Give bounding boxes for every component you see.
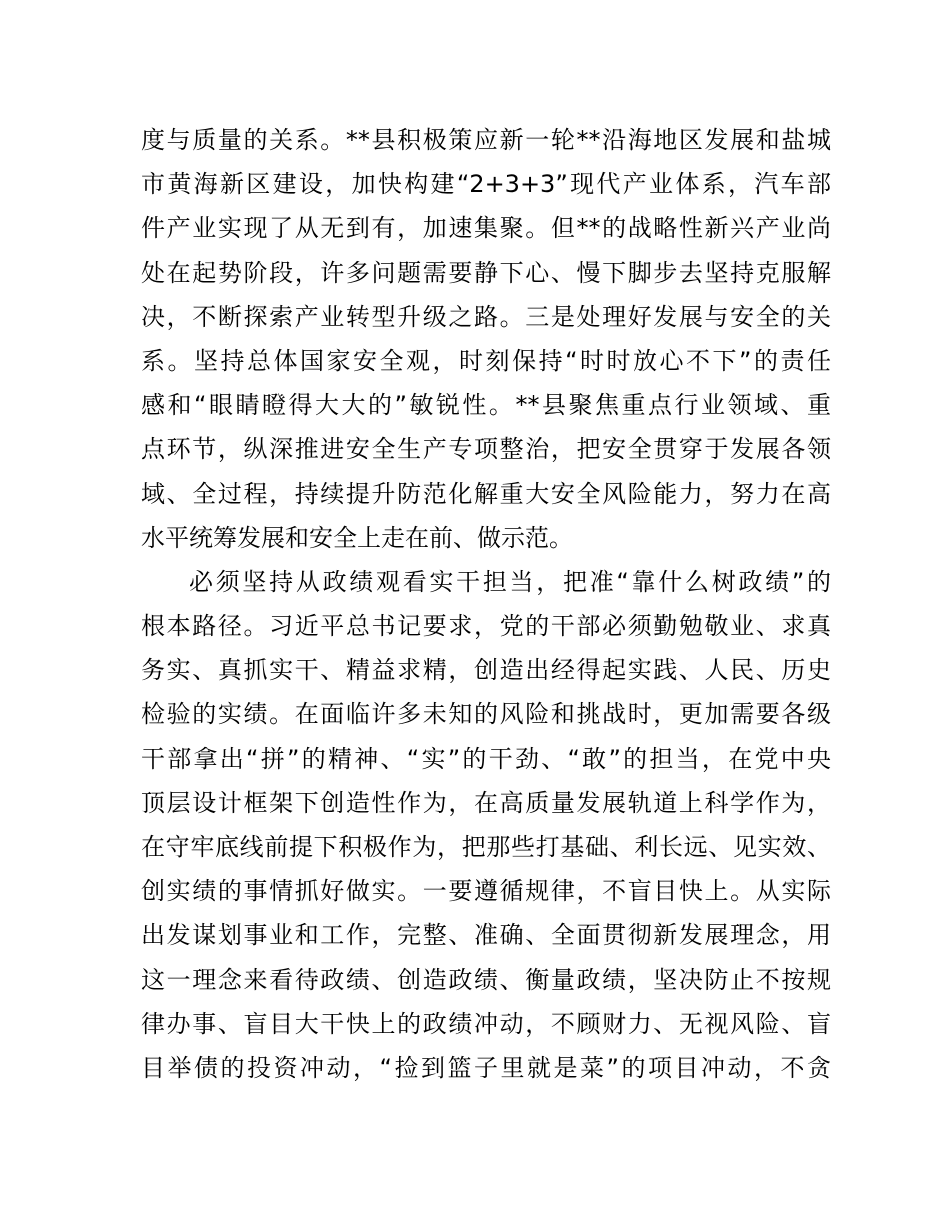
text-line: 创实绩的事情抓好做实。一要遵循规律，不盲目快上。从实际 [141, 877, 831, 906]
text-line: 目举债的投资冲动，“捡到篮子里就是菜”的项目冲动，不贪 [141, 1053, 831, 1082]
document-body [141, 118, 831, 1090]
text-line: 在守牢底线前提下积极作为，把那些打基础、利长远、见实效、 [141, 833, 831, 861]
text-line: 根本路径。习近平总书记要求，党的干部必须勤勉敬业、求真 [141, 612, 831, 641]
text-line-last: 水平统筹发展和安全上走在前、做示范。 [141, 523, 573, 552]
text-line: 市黄海新区建设，加快构建“2+3+3”现代产业体系，汽车部 [141, 170, 831, 199]
paragraph-2 [141, 560, 831, 1090]
text-line: 点环节，纵深推进安全生产专项整治，把安全贯穿于发展各领 [141, 435, 831, 464]
text-line: 检验的实绩。在面临许多未知的风险和挑战时，更加需要各级 [141, 700, 831, 729]
text-line: 处在起势阶段，许多问题需要静下心、慢下脚步去坚持克服解 [141, 258, 831, 287]
text-line: 顶层设计框架下创造性作为，在高质量发展轨道上科学作为， [141, 788, 831, 817]
text-line: 感和“眼睛瞪得大大的”敏锐性。**县聚焦重点行业领域、重 [141, 391, 831, 420]
text-line: 律办事、盲目大干快上的政绩冲动，不顾财力、无视风险、盲 [141, 1009, 831, 1038]
text-line: 这一理念来看待政绩、创造政绩、衡量政绩，坚决防止不按规 [141, 965, 831, 994]
paragraph-1 [141, 118, 831, 560]
text-line-first: 必须坚持从政绩观看实干担当，把准“靠什么树政绩”的 [189, 567, 831, 596]
text-line: 出发谋划事业和工作，完整、准确、全面贯彻新发展理念，用 [141, 921, 831, 950]
text-line: 干部拿出“拼”的精神、“实”的干劲、“敢”的担当，在党中央 [141, 744, 831, 773]
text-line: 域、全过程，持续提升防范化解重大安全风险能力，努力在高 [141, 479, 831, 508]
text-line: 系。坚持总体国家安全观，时刻保持“时时放心不下”的责任 [141, 346, 831, 375]
text-line: 件产业实现了从无到有，加速集聚。但**的战略性新兴产业尚 [141, 214, 831, 243]
text-line: 决，不断探索产业转型升级之路。三是处理好发展与安全的关 [141, 302, 831, 331]
text-line: 务实、真抓实干、精益求精，创造出经得起实践、人民、历史 [141, 656, 831, 685]
text-line: 度与质量的关系。**县积极策应新一轮**沿海地区发展和盐城 [141, 126, 831, 154]
